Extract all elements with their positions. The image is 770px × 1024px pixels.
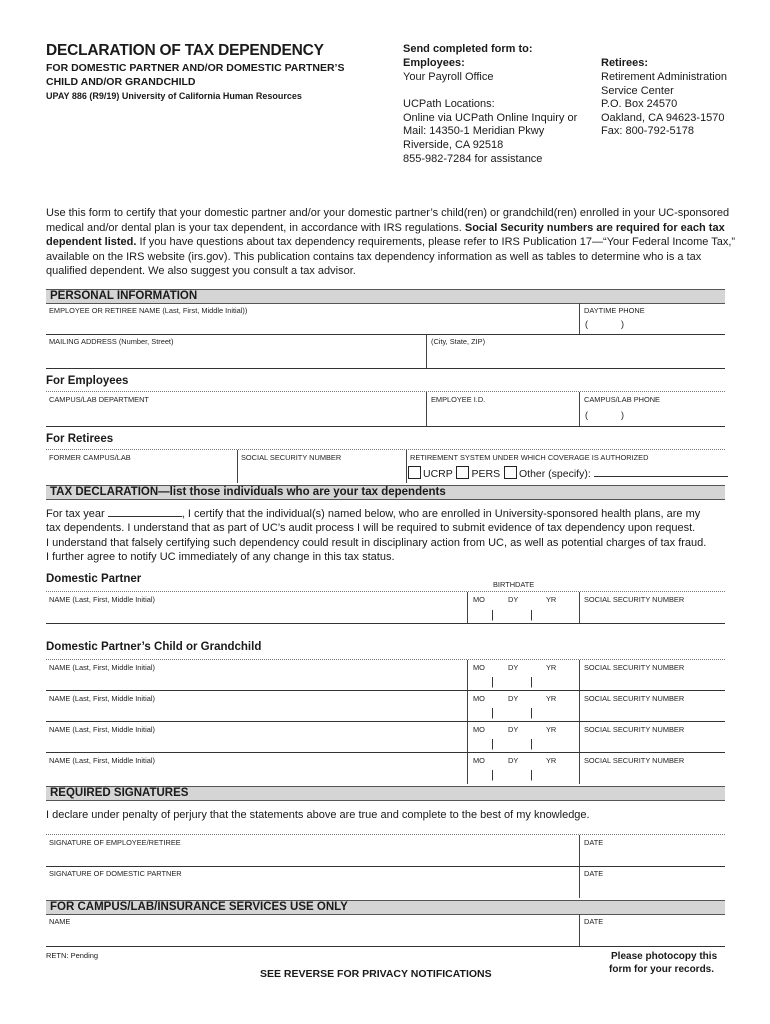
tax-text-line-3: I understand that falsely certifying such dependency could result in disciplinary action from UC, as well as potential charges of tax fraud. — [46, 537, 707, 549]
employee-name-field[interactable] — [46, 303, 577, 333]
campus-phone-paren-close: ) — [621, 410, 624, 420]
photocopy-note-line1: Please photocopy this — [611, 951, 718, 962]
domestic-partner-heading: Domestic Partner — [46, 573, 142, 585]
partner-signature-field[interactable] — [46, 867, 577, 897]
campus-dept-field[interactable] — [46, 392, 424, 425]
tax-declaration-heading: TAX DECLARATION—list those individuals who are your tax dependents — [46, 485, 725, 500]
employees-heading: Employees: — [403, 57, 465, 69]
city-state-zip-label: (City, State, ZIP) — [431, 337, 486, 346]
child-ssn-field[interactable] — [581, 722, 725, 752]
child-yr-label: YR — [546, 694, 557, 703]
employee-id-field[interactable] — [428, 392, 577, 425]
child-ssn-field[interactable] — [581, 660, 725, 690]
child-dy-label: DY — [508, 694, 519, 703]
ucpath-line-2: Online via UCPath Online Inquiry or — [403, 112, 578, 124]
campus-phone-field[interactable] — [581, 392, 725, 425]
form-id: UPAY 886 (R9/19) University of California Human Resources — [46, 91, 302, 101]
city-state-zip-field[interactable] — [428, 335, 725, 367]
campus-dept-label: CAMPUS/LAB DEPARTMENT — [49, 395, 149, 404]
employees-line: Your Payroll Office — [403, 71, 494, 83]
ucpath-line-3: Mail: 14350-1 Meridian Pkwy — [403, 125, 545, 137]
tax-text-line-2: tax dependents. I understand that as part of UC’s audit process I will be required to submit evidence of tax dependency upon request. — [46, 522, 696, 534]
send-to-heading: Send completed form to: — [403, 43, 533, 55]
partner-mo-label: MO — [473, 595, 485, 604]
employee-id-label: EMPLOYEE I.D. — [431, 395, 486, 404]
partner-signature-date-field[interactable] — [581, 867, 725, 897]
child-birthdate-field[interactable] — [469, 753, 577, 783]
partner-name-field[interactable] — [46, 592, 465, 622]
child-ssn-field[interactable] — [581, 691, 725, 721]
intro-text-1: Use this form to certify that your domestic partner and/or your domestic partner’s child(ren) or grandchild(ren) enrolled in your UC-sponsored medical and/or dental plan is your tax dependent, in accordance with IRS regulations. — [46, 207, 730, 234]
privacy-notice: SEE REVERSE FOR PRIVACY NOTIFICATIONS — [260, 968, 492, 980]
child-mo-label: MO — [473, 663, 485, 672]
mailing-address-label: MAILING ADDRESS (Number, Street) — [49, 337, 174, 346]
required-signatures-heading: REQUIRED SIGNATURES — [46, 786, 725, 801]
intro-paragraph — [46, 206, 736, 279]
retirees-line-1: Retirement Administration — [601, 71, 727, 83]
mailing-address-field[interactable] — [46, 335, 424, 367]
retirees-line-4: Oakland, CA 94623-1570 — [601, 112, 725, 124]
former-campus-label: FORMER CAMPUS/LAB — [49, 453, 131, 462]
partner-ssn-label: SOCIAL SECURITY NUMBER — [584, 595, 685, 604]
birthdate-label: BIRTHDATE — [493, 580, 535, 589]
retirees-line-3: P.O. Box 24570 — [601, 98, 678, 110]
ucpath-line-4: Riverside, CA 92518 — [403, 139, 504, 151]
ucrp-checkbox[interactable]: UCRP — [408, 468, 453, 480]
for-employees-heading: For Employees — [46, 375, 129, 387]
daytime-phone-label: DAYTIME PHONE — [584, 306, 645, 315]
partner-ssn-field[interactable] — [581, 592, 725, 622]
retiree-ssn-field[interactable] — [239, 450, 404, 482]
tax-text-line-4: I further agree to notify UC immediately of any change in this tax status. — [46, 551, 395, 563]
ucpath-line-1: UCPath Locations: — [403, 98, 495, 110]
child-name-label: NAME (Last, First, Middle Initial) — [49, 663, 155, 672]
retirees-heading: Retirees: — [601, 57, 649, 69]
child-ssn-label: SOCIAL SECURITY NUMBER — [584, 663, 685, 672]
employee-signature-date-label: DATE — [584, 838, 604, 847]
table-row: NAME (Last, First, Middle Initial) MO DY YR | | SOCIAL SECURITY NUMBER — [0, 691, 770, 722]
form-subtitle-line1: FOR DOMESTIC PARTNER AND/OR DOMESTIC PARTNER’S — [46, 62, 345, 74]
form-title: DECLARATION OF TAX DEPENDENCY — [46, 42, 324, 59]
child-name-label: NAME (Last, First, Middle Initial) — [49, 756, 155, 765]
child-birthdate-field[interactable] — [469, 722, 577, 752]
phone-paren-open: ( — [585, 319, 588, 329]
child-yr-label: YR — [546, 725, 557, 734]
partner-name-label: NAME (Last, First, Middle Initial) — [49, 595, 155, 604]
child-yr-label: YR — [546, 663, 557, 672]
child-dy-label: DY — [508, 663, 519, 672]
partner-signature-date-label: DATE — [584, 869, 604, 878]
partner-yr-label: YR — [546, 595, 557, 604]
for-retirees-heading: For Retirees — [46, 433, 114, 445]
child-ssn-label: SOCIAL SECURITY NUMBER — [584, 756, 685, 765]
office-date-label: DATE — [584, 917, 604, 926]
child-dy-label: DY — [508, 756, 519, 765]
phone-paren-close: ) — [621, 319, 624, 329]
form-subtitle-line2: CHILD AND/OR GRANDCHILD — [46, 76, 196, 88]
retiree-ssn-label: SOCIAL SECURITY NUMBER — [241, 453, 342, 462]
intro-text-bold: Social Security numbers are required for each tax dependent listed. — [46, 221, 725, 249]
former-campus-field[interactable] — [46, 450, 235, 482]
child-dy-label: DY — [508, 725, 519, 734]
office-use-heading: FOR CAMPUS/LAB/INSURANCE SERVICES USE ONLY — [46, 900, 725, 915]
child-birthdate-field[interactable] — [469, 691, 577, 721]
employee-signature-label: SIGNATURE OF EMPLOYEE/RETIREE — [49, 838, 181, 847]
retirement-system-options — [408, 466, 728, 480]
child-yr-label: YR — [546, 756, 557, 765]
child-ssn-field[interactable] — [581, 753, 725, 783]
partner-dy-label: DY — [508, 595, 519, 604]
partner-birthdate-field[interactable] — [469, 592, 577, 622]
child-mo-label: MO — [473, 694, 485, 703]
perjury-declaration: I declare under penalty of perjury that the statements above are true and complete to the best of my knowledge. — [46, 809, 590, 821]
child-mo-label: MO — [473, 756, 485, 765]
personal-info-heading: PERSONAL INFORMATION — [46, 289, 725, 304]
child-birthdate-field[interactable] — [469, 660, 577, 690]
child-name-field[interactable] — [46, 722, 465, 752]
employee-signature-field[interactable] — [46, 835, 577, 865]
child-name-label: NAME (Last, First, Middle Initial) — [49, 694, 155, 703]
ucpath-line-5: 855-982-7284 for assistance — [403, 153, 543, 165]
table-row: NAME (Last, First, Middle Initial) MO DY YR | | SOCIAL SECURITY NUMBER — [0, 753, 770, 784]
tax-year-line: For tax year , I certify that the individual(s) named below, who are enrolled in University-sponsored health plans, are my — [46, 508, 701, 520]
child-ssn-label: SOCIAL SECURITY NUMBER — [584, 694, 685, 703]
retirees-line-2: Service Center — [601, 85, 674, 97]
child-grandchild-heading: Domestic Partner’s Child or Grandchild — [46, 641, 262, 653]
photocopy-note-line2: form for your records. — [609, 964, 715, 975]
pers-checkbox[interactable]: PERS — [456, 468, 500, 480]
table-row: NAME (Last, First, Middle Initial) MO DY YR | | SOCIAL SECURITY NUMBER — [0, 660, 770, 691]
retirement-system-label: RETIREMENT SYSTEM UNDER WHICH COVERAGE IS AUTHORIZED — [410, 453, 649, 462]
partner-signature-label: SIGNATURE OF DOMESTIC PARTNER — [49, 869, 182, 878]
employee-signature-date-field[interactable] — [581, 835, 725, 865]
child-ssn-label: SOCIAL SECURITY NUMBER — [584, 725, 685, 734]
campus-phone-paren-open: ( — [585, 410, 588, 420]
child-name-field[interactable] — [46, 660, 465, 690]
child-name-field[interactable] — [46, 691, 465, 721]
table-row: NAME (Last, First, Middle Initial) MO DY YR | | SOCIAL SECURITY NUMBER — [0, 722, 770, 753]
retirees-line-5: Fax: 800-792-5178 — [601, 125, 694, 137]
child-name-label: NAME (Last, First, Middle Initial) — [49, 725, 155, 734]
child-name-field[interactable] — [46, 753, 465, 783]
retn-status: RETN: Pending — [46, 951, 99, 960]
office-date-field[interactable] — [581, 914, 725, 945]
office-name-label: NAME — [49, 917, 71, 926]
office-name-field[interactable] — [46, 914, 577, 945]
daytime-phone-field[interactable] — [581, 303, 725, 333]
other-checkbox[interactable]: Other (specify): — [504, 468, 591, 480]
intro-text-2: If you have questions about tax dependency requirements, please refer to IRS Publication 17—“Your Federal Income Tax,” available on the IRS website (irs.gov). This publication contains tax dependency information as well as tables to determine who is a tax qualified dependent. We also suggest you consult a tax advisor. — [46, 236, 736, 278]
other-specify-field[interactable] — [594, 476, 728, 477]
campus-phone-label: CAMPUS/LAB PHONE — [584, 395, 660, 404]
employee-name-label: EMPLOYEE OR RETIREE NAME (Last, First, Middle Initial)) — [49, 306, 248, 315]
tax-year-field[interactable] — [108, 516, 182, 517]
child-mo-label: MO — [473, 725, 485, 734]
